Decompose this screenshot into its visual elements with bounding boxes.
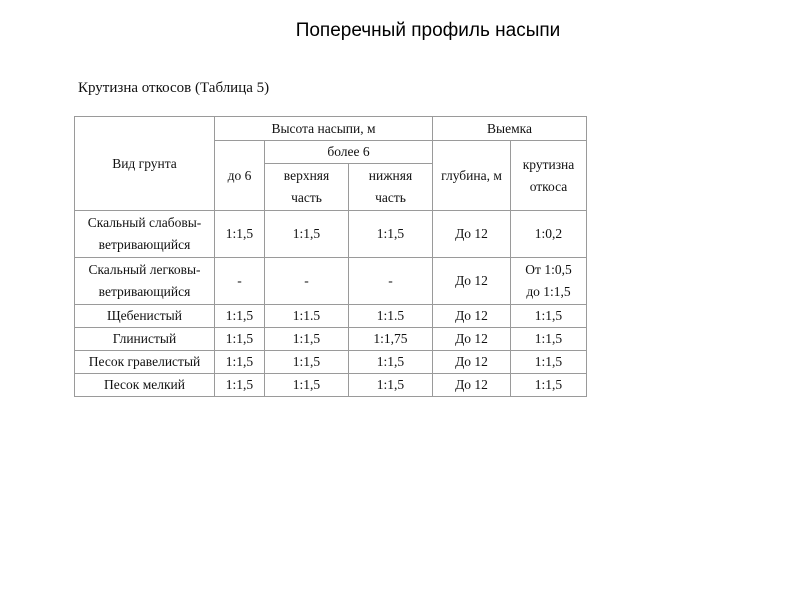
cell-lower: 1:1,5: [349, 211, 433, 258]
header-embankment-height: Высота насыпи, м: [215, 117, 433, 141]
cell-soil-line-1: Скальный легковы-: [88, 262, 201, 277]
table-row: [75, 258, 587, 305]
cell-soil: Песок мелкий: [75, 374, 215, 397]
cell-soil: [75, 211, 215, 258]
table-caption: Крутизна откосов (Таблица 5): [78, 80, 270, 96]
cell-soil-line-1: Скальный слабовы-: [87, 215, 202, 230]
header-excavation: Выемка: [433, 117, 587, 141]
cell-steepness: 1:1,5: [511, 328, 587, 351]
cell-up-to-6: 1:1,5: [215, 351, 265, 374]
cell-steepness-line-2: до 1:1,5: [526, 284, 571, 299]
header-up-to-6: до 6: [215, 141, 265, 211]
cell-upper: 1:1,5: [265, 328, 349, 351]
cell-soil-line-2: ветривающийся: [98, 237, 191, 252]
table-row: [75, 351, 587, 374]
header-depth: глубина, м: [433, 141, 511, 211]
header-upper-part: [265, 164, 349, 211]
cell-lower: 1:1,5: [349, 351, 433, 374]
header-steepness-line-2: откоса: [529, 178, 568, 194]
cell-soil-line-2: ветривающийся: [98, 284, 191, 299]
cell-depth: До 12: [433, 351, 511, 374]
header-lower-line-2: часть: [375, 190, 406, 205]
cell-upper: 1:1,5: [265, 211, 349, 258]
slope-steepness-table: [74, 116, 587, 397]
cell-lower: 1:1,75: [349, 328, 433, 351]
cell-upper: 1:1,5: [265, 374, 349, 397]
cell-steepness: [511, 258, 587, 305]
cell-steepness: 1:0,2: [511, 211, 587, 258]
table-row: [75, 305, 587, 328]
cell-depth: До 12: [433, 328, 511, 351]
header-steepness: [511, 141, 587, 211]
cell-lower: 1:1.5: [349, 305, 433, 328]
header-more-than-6: более 6: [265, 141, 433, 164]
cell-depth: До 12: [433, 374, 511, 397]
cell-up-to-6: 1:1,5: [215, 374, 265, 397]
header-soil-type: Вид грунта: [75, 117, 215, 211]
cell-soil: Глинистый: [75, 328, 215, 351]
cell-up-to-6: -: [215, 258, 265, 305]
cell-depth: До 12: [433, 305, 511, 328]
cell-steepness: 1:1,5: [511, 351, 587, 374]
header-lower-part: [349, 164, 433, 211]
cell-upper: 1:1.5: [265, 305, 349, 328]
cell-up-to-6: 1:1,5: [215, 305, 265, 328]
cell-soil: [75, 258, 215, 305]
table-row: [75, 211, 587, 258]
cell-lower: 1:1,5: [349, 374, 433, 397]
header-lower-line-1: нижняя: [368, 168, 413, 183]
table-row: [75, 328, 587, 351]
header-steepness-line-1: крутизна: [522, 156, 575, 172]
cell-soil: Песок гравелистый: [75, 351, 215, 374]
cell-up-to-6: 1:1,5: [215, 211, 265, 258]
header-upper-line-1: верхняя: [283, 168, 330, 183]
cell-steepness: 1:1,5: [511, 374, 587, 397]
cell-lower: -: [349, 258, 433, 305]
cell-depth: До 12: [433, 258, 511, 305]
cell-upper: -: [265, 258, 349, 305]
table-row: [75, 374, 587, 397]
cell-upper: 1:1,5: [265, 351, 349, 374]
cell-steepness-line-1: От 1:0,5: [525, 262, 572, 277]
cell-up-to-6: 1:1,5: [215, 328, 265, 351]
header-upper-line-2: часть: [291, 190, 322, 205]
header-row-1: [75, 117, 587, 141]
cell-depth: До 12: [433, 211, 511, 258]
slide-title: Поперечный профиль насыпи: [295, 20, 561, 41]
cell-steepness: 1:1,5: [511, 305, 587, 328]
cell-soil: Щебенистый: [75, 305, 215, 328]
